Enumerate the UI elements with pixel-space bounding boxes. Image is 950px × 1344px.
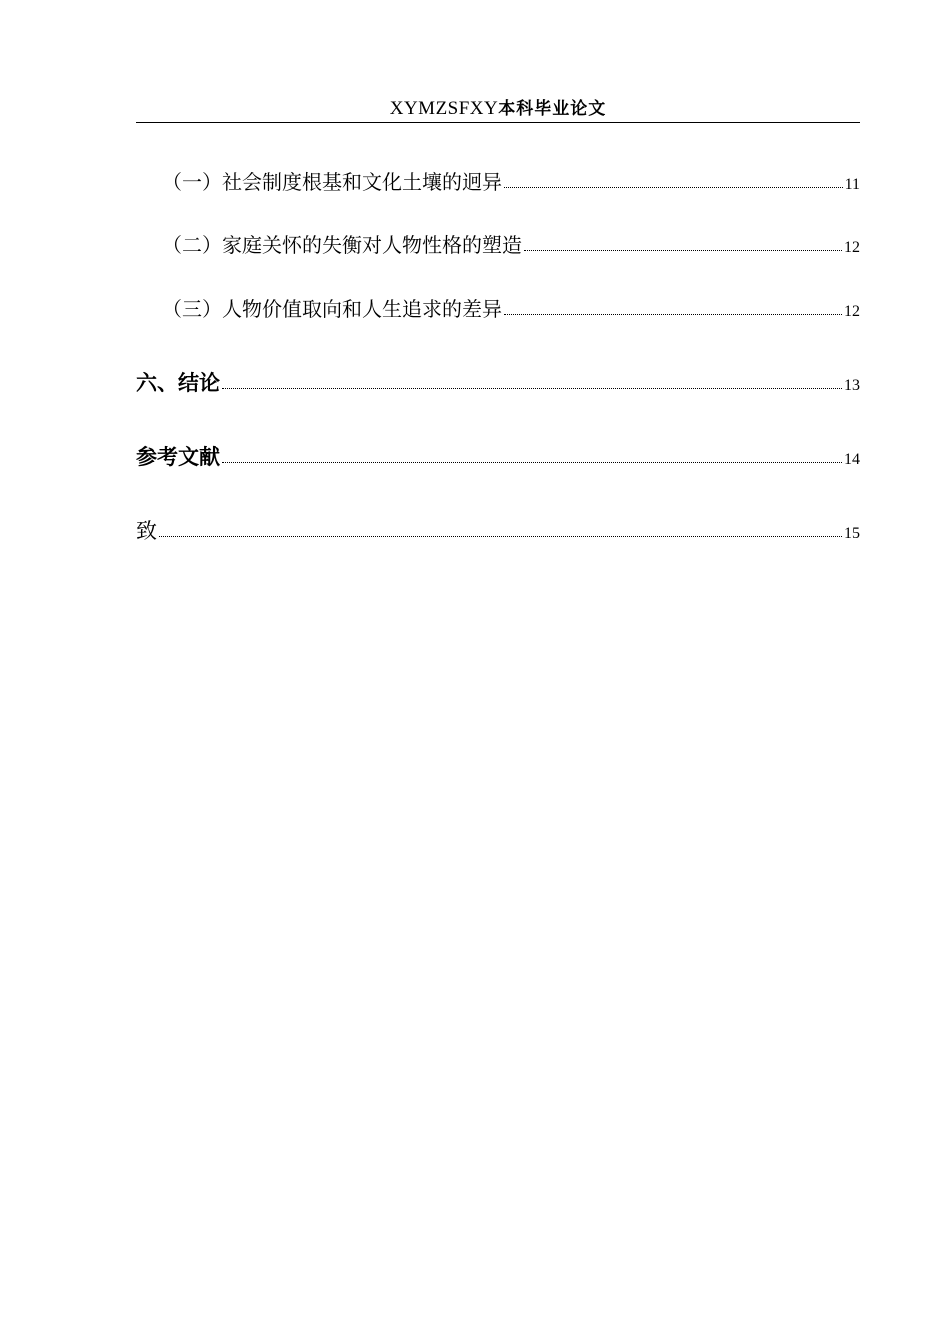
header-code: XYMZSFXY — [389, 98, 499, 119]
toc-entry[interactable] — [162, 166, 860, 195]
toc-entry-page: 14 — [844, 451, 860, 468]
toc-entry-page: 13 — [844, 377, 860, 394]
toc-entry-page: 11 — [844, 176, 860, 193]
page-header — [136, 92, 860, 123]
toc-entry-label: 参考文献 — [136, 445, 220, 469]
toc-leader-dots — [222, 462, 842, 463]
toc-entry[interactable] — [136, 367, 860, 397]
toc-entry-page: 12 — [844, 239, 860, 256]
toc-entry-page: 15 — [844, 525, 860, 542]
header-title: 本科毕业论文 — [498, 99, 607, 119]
toc-entry-label: 六、结论 — [136, 371, 220, 395]
toc-entry-page: 12 — [844, 303, 860, 320]
toc-entry-label: （三）人物价值取向和人生追求的差异 — [162, 297, 502, 321]
toc-entry-label: （一）社会制度根基和文化土壤的迥异 — [162, 170, 502, 194]
toc-entry[interactable] — [162, 293, 860, 322]
toc-leader-dots — [504, 187, 843, 188]
toc-leader-dots — [524, 250, 842, 251]
toc-entry[interactable] — [162, 229, 860, 258]
toc-leader-dots — [222, 388, 842, 389]
toc-entry-label: （二）家庭关怀的失衡对人物性格的塑造 — [162, 233, 522, 257]
toc-leader-dots — [159, 536, 842, 537]
toc-leader-dots — [504, 314, 842, 315]
toc-entry[interactable] — [136, 515, 860, 545]
toc-entry[interactable] — [136, 441, 860, 471]
toc-entry-label: 致 — [136, 519, 157, 543]
